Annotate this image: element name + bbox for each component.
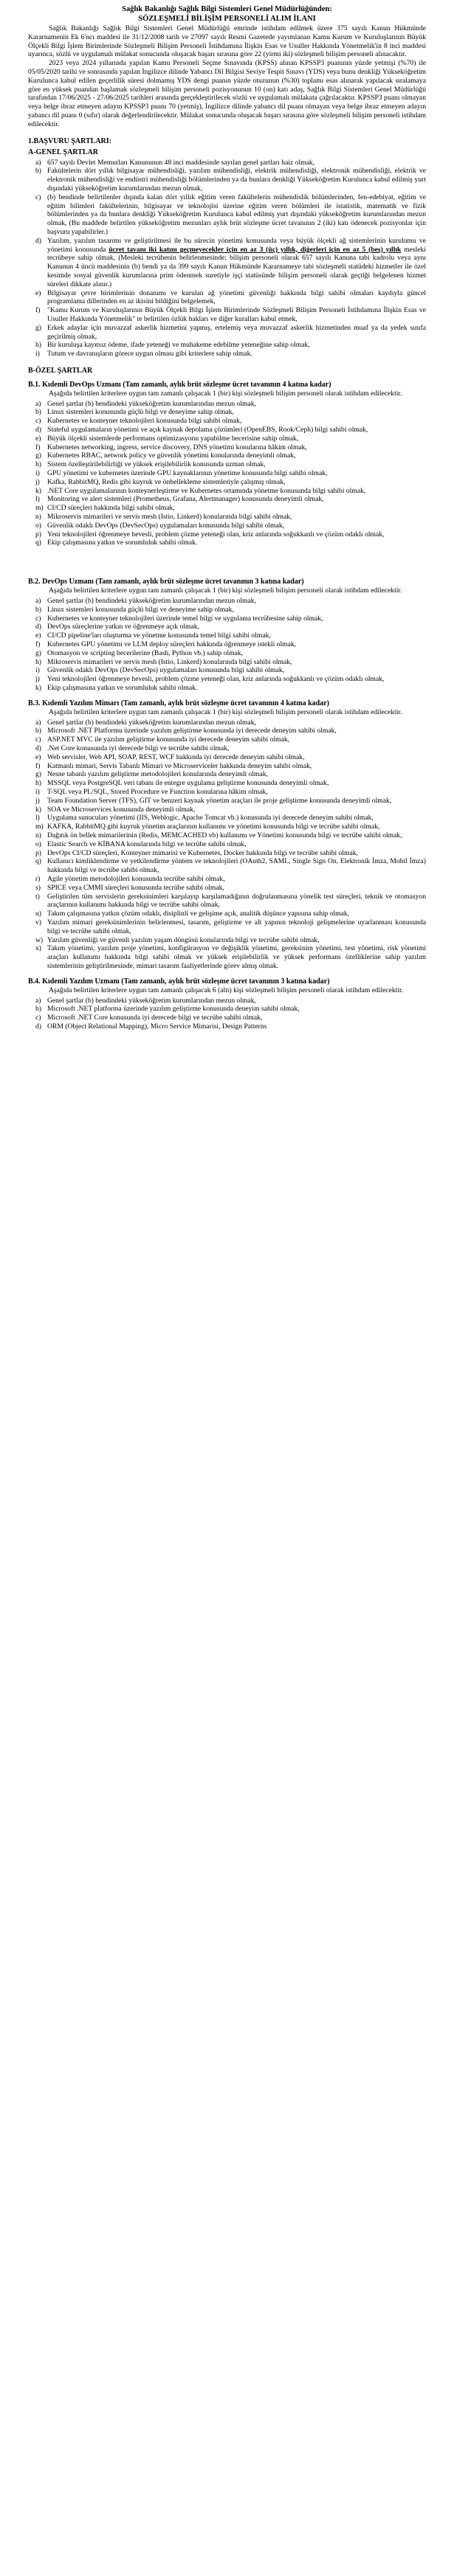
list-item: o) Güvenlik odaklı DevOps (DevSecOps) uygulamaları konusunda bilgi sahibi olmak, xyxy=(35,521,285,530)
list-item: s) SPICE veya CMMI süreçleri konusunda tecrübe sahibi olmak, xyxy=(35,883,224,892)
position-b3 xyxy=(28,699,426,971)
list-item: c) Microsoft .NET Core konusunda iyi derecede bilgi ve tecrübe sahibi olmak, xyxy=(35,1014,263,1022)
list-item: m) CI/CD süreçleri hakkında bilgi sahibi olmak, xyxy=(35,504,175,513)
document-sheet xyxy=(0,0,454,1031)
position-intro: Aşağıda belirtilen kriterlere uygun tam zamanlı çalışacak 1 (bir) kişi sözleşmeli bilişim personeli olarak istihdam edilecektir. xyxy=(49,389,402,398)
position-criteria-list xyxy=(28,719,426,971)
list-item: p) DevOps CI/CD süreçleri, Konteyner mimarisi ve Kubernetes, Docker hakkında bilgi ve tecrübe sahibi olmak, xyxy=(35,848,358,857)
list-item: n) Dağıtık ön bellek mimarilerinin (Redis, MEMCACHED vb) kullanımı ve Yönetimi konusunda bilgi ve tecrübe sahibi olmak, xyxy=(35,831,402,839)
list-item: m) KAFKA, RabbitMQ gibi kuyruk yönetim araçlarının kullanımı ve yönetimi konusunda bilgi ve tecrübe sahibi olmak, xyxy=(35,823,380,831)
list-item: i) Tutum ve davranışların görece uygun olması gibi kriterlere sahip olmak. xyxy=(35,350,252,359)
list-item: e) Büyük ölçekli sistemlerde performans optimizasyonu yapabilme becerisine sahip olmak, xyxy=(35,434,299,443)
list-item: k) Ekip çalışmasına yatkın ve sorumluluk sahibi olmak. xyxy=(35,684,198,692)
position-b2 xyxy=(28,577,426,693)
list-item: b) Fakültelerin dört yıllık bilgisayar mühendisliği, yazılım mühendisliği, elektrik mühendisliği, elektronik mühendisliği, elektrik ve elektronik mühendisliği ve endüstri mühendisliği bölümlerinden ya da bunlara denkliği Yükseköğretim Kurulunca kabul edilmiş yurt dışındaki yükseköğretim kurumlarından mezun olmak, xyxy=(35,167,426,193)
list-item: r) Agile yönetim metodolojileri konusunda tecrübe sahibi olmak, xyxy=(35,874,225,883)
list-item: t) Geliştirilen tüm servislerin gereksinimleri karşılayıp karşılamadığının doğrulanmasına yönelik test süreçleri, teknik ve otomasyon araçlarının kullanımı hakkında bilgi ve tecrübe sahibi olmak, xyxy=(35,892,426,910)
list-item: d) DevOps süreçlerine yatkın ve öğrenmeye açık olmak, xyxy=(35,623,199,631)
list-item: d) ORM (Object Relational Mapping), Micro Service Mimarisi, Design Patterns xyxy=(35,1022,267,1031)
list-item: j) Team Foundation Server (TFS), GIT ve benzeri kaynak yönetim araçları ile proje geliştirme konusunda deneyimli olmak, xyxy=(35,796,392,805)
list-item: j) Yeni teknolojileri öğrenmeye hevesli, problem çözme yeteneği olan, kriz anlarında soğukkanlı ve çözüm odaklı olmak, xyxy=(35,675,385,684)
document-header-line1: Sağlık Bakanlığı Sağlık Bilgi Sistemleri Genel Müdürlüğünden: xyxy=(122,5,332,13)
list-item: d) .Net Core konusunda iyi derecede bilgi ve tecrübe sahibi olmak, xyxy=(35,744,230,752)
list-item: a) Genel şartlar (b) bendindeki yükseköğretim kurumlarından mezun olmak, xyxy=(35,718,256,727)
intro-paragraph-2: 2023 veya 2024 yıllarında yapılan Kamu Personeli Seçme Sınavında (KPSS) alınan KPSSP3 puanının yüzde yetmişi (%70) ile 05/05/2020 tarihi ve sonrasında yapılan İngilizce dilinde Yabancı Dil Bilgisi Seviye Tespit Sınavı (YDS) veya bunu denkliği Yükseköğretim Kurulunca kabul edilen geçerlilik süresi dolmamış YDS dengi puanın yüzde otuzunun (%30) toplamı esas alınarak yapılacak sıralamaya göre en yüksek puandan başlamak sözleşmeli bilişim personeli pozisyonunun 10 (on) katı adaş, Sağlık Bilgi Sistemleri Genel Müdürlüğü tarafından 17/06/2025 - 27/06/2025 tarihleri arasında gerçekleştirilecek sözlü ve uygulamalı mülakata çağrılacaktır. KPSSP3 puanı olmayan veya belge ibraz etmeyen adayın KPSSP3 puanı 70 (yetmiş), İngilizce dilinde yabancı dil puanı olmayan veya belge ibraz etmeyen adayın yabancı dil puanı 0 (sıfır) olarak değerlendirilecektir. Mülakat sonucunda oluşacak başarı sırasına göre sözleşmeli bilişim personeli istihdam edilecektir. xyxy=(28,59,426,128)
list-item: f) "Kamu Kurum ve Kuruluşlarının Büyük Ölçekli Bilgi İşlem Birimlerinde Sözleşmeli Bilişim Personeli İstihdamına İlişkin Esas ve Usuller Hakkında Yönetmelik" te belirtilen özlük hakları ve diğer kuralları kabul etmek, xyxy=(35,306,426,323)
position-b1 xyxy=(28,380,426,547)
list-item: e) Web servisler, Web API, SOAP, REST, WCF hakkında iyi derecede deneyim sahibi olmak, xyxy=(35,752,305,761)
document-page xyxy=(0,0,454,1031)
list-item: a) 657 sayılı Devlet Memurları Kanununun 48 inci maddesinde sayılan genel şartları haiz olmak, xyxy=(35,158,315,167)
list-item: g) Erkek adaylar için muvazzaf askerlik hizmetini yapmış, ertelemiş veya muvazzaf askerlik hizmetinden muaf ya da yedek sınıfa geçirilmiş olmak, xyxy=(35,323,426,341)
list-item: c) ASP.NET MVC ile yazılım geliştirme konusunda iyi derecede deneyim sahibi olmak, xyxy=(35,735,290,744)
position-heading: B.2. DevOps Uzmanı (Tam zamanlı, aylık brüt sözleşme ücret tavanının 3 katına kadar) xyxy=(28,578,304,586)
list-item: h) MSSQL veya PostgreSQL veri tabanı ile entegre uygulama geliştirme konusunda deneyimli olmak, xyxy=(35,779,329,788)
list-item: c) (b) bendinde belirtilenler dışında kalan dört yıllık eğitim veren fakültelerin mühendislik bölümlerinden, fen-edebiyat, eğitim ve eğitim bilimleri fakültelerinin, bilgisayar ve teknolojisi üzerine eğitim veren bölümleri ile istatistik, matematik ve fizik bölümlerinden ya da bunlara denkliği Yükseköğretim Kurulunca kabul edilmiş yurt dışındaki yükseköğretim kurumlarından mezun olmak, (Bu maddede belirtilen yükseköğretim mezunları aylık brüt sözleşme ücret tavanının 2 (iki) katı ödenecek pozisyonlar için başvuru yapabilirler.) xyxy=(35,193,426,236)
position-intro: Aşağıda belirtilen kriterlere uygun tam zamanlı çalışacak 1 (bir) kişi sözleşmeli bilişim personeli olarak istihdam edilecektir. xyxy=(49,707,402,716)
list-item: f) Kubernetes GPU yönetimi ve LLM deploy süreçleri hakkında öğrenmeye istekli olmak, xyxy=(35,640,297,649)
list-item: h) Bir kuruluşa kayıtsız ödeme, ifade yeteneği ve muhakeme edebilme yeteneğine sahip olmak, xyxy=(35,341,310,350)
list-item: a) Genel şartlar (b) bendindeki yükseköğretim kurumlarından mezun olmak, xyxy=(35,597,256,606)
list-item: a) Genel şartlar (b) bendindeki yükseköğretim kurumlarından mezun olmak, xyxy=(35,399,256,408)
list-item: b) Microsoft .NET Platformu üzerinde yazılım geliştirme konusunda iyi derecede deneyim sahibi olmak, xyxy=(35,727,337,735)
position-criteria-list xyxy=(28,597,426,693)
list-item: u) Takım çalışmasına yatkın çözüm odaklı, disiplinli ve gelişime açık, analitik düşünce yapısına sahip olmak, xyxy=(35,910,350,918)
list-item: g) Kubernetes RBAC, network policy ve güvenlik yönetimi konularında deneyimli olmak, xyxy=(35,451,296,460)
list-item: a) Genel şartlar (b) bendindeki yükseköğretim kurumlarından mezun olmak, xyxy=(35,996,256,1005)
list-item: k) .NET Core uygulamalarının konteynerleştirme ve Kubernetes ortamında yönetme konusunda bilgi sahibi olmak, xyxy=(35,486,366,495)
list-item: b) Linux sistemleri konusunda güçlü bilgi ve deneyime sahip olmak, xyxy=(35,605,234,614)
list-item: e) CI/CD pipeline'ları oluşturma ve yönetme konusunda temel bilgi sahibi olmak, xyxy=(35,631,271,640)
list-item: g) Otomasyon ve scripting becerilerine (Bash, Python vb.) sahip olmak, xyxy=(35,648,244,657)
section-heading-ozel: B-ÖZEL ŞARTLAR xyxy=(28,366,93,375)
document-title: SÖZLEŞMELİ BİLİŞİM PERSONELİ ALIM İLANI xyxy=(138,15,316,23)
list-item: c) Kubernetes ve konteyner teknolojileri konusunda bilgi sahibi olmak, xyxy=(35,417,242,426)
position-heading: B.4. Kıdemli Yazılım Uzmanı (Tam zamanlı, aylık brüt sözleşme ücret tavanının 3 katına kadar) xyxy=(28,977,330,986)
position-criteria-list xyxy=(28,997,426,1031)
list-item: f) Kubernetes networking, ingress, service discovery, DNS yönetimi konularına hâkim olmak, xyxy=(35,443,307,451)
list-item: c) Kubernetes ve konteyner teknolojileri üzerinde temel bilgi ve uygulama tecrübesine sahip olmak, xyxy=(35,614,323,623)
list-item: j) Kafka, RabbitMQ, Redis gibi kuyruk ve önbellekleme sistemleriyle çalışmış olmak, xyxy=(35,477,286,486)
subsection-heading-genel: A-GENEL ŞARTLAR xyxy=(28,148,98,156)
list-item: b) Microsoft .NET platforma üzerinde yazılım geliştirme konusunda deneyim sahibi olmak, xyxy=(35,1005,300,1014)
intro-paragraph-1: Sağlık Bakanlığı Sağlık Bilgi Sistemleri Genel Müdürlüğü emrinde istihdam edilmek üzere 375 sayılı Kanun Hükmünde Kararnamenin Ek 6'ncı maddesi ile 31/12/2008 tarih ve 27097 sayılı Resmi Gazetede yayımlanan Kamu Kurum ve Kuruluşlarının Büyük Ölçekli Bilgi İşlem Birimlerinde Sözleşmeli Bilişim Personeli İstihdamına İlişkin Esas ve Usuller Hakkında Yönetmelik'in 8 inci maddesi uyarınca, sözlü ve uygulamalı mülakat sonucunda oluşacak başarı sırasına göre 22 (yirmi iki) sözleşmeli bilişim personeli alınacaktır. xyxy=(28,24,426,59)
list-item: h) Sistem özelleştirilebilirliği ve yüksek erişilebilirlik konusunda uzman olmak, xyxy=(35,460,266,469)
section-heading-basvuru: 1.BAŞVURU ŞARTLARI: xyxy=(28,136,111,145)
list-item: l) Uygulama sunucuları yönetimi (IIS, Weblogic, Apache Tomcat vb.) konusunda iyi derecede deneyim sahibi olmak, xyxy=(35,814,374,823)
list-item: i) Güvenlik odaklı DevOps (DevSecOps) uygulamaları konusunda bilgi sahibi olmak, xyxy=(35,666,285,675)
position-heading: B.3. Kıdemli Yazılım Mimarı (Tam zamanlı, aylık brüt sözleşme ücret tavanının 4 katına kadar) xyxy=(28,699,329,707)
list-item: o) Elastic Search ve KİBANA konularında bilgi ve tecrübe sahibi olmak, xyxy=(35,839,247,848)
list-item: w) Yazılım güvenliği ve güvenli yazılım yaşam döngüsü konularında bilgi ve tecrübe sahibi olmak, xyxy=(35,935,320,944)
list-item: k) SOA ve Microservices konusunda deneyimli olmak, xyxy=(35,805,196,814)
list-item: d) Yazılım, yazılım tasarımı ve geliştirilmesi ile bu sürecin yönetimi konusunda veya büyük ölçekli ağ sistemlerinin kurulumu ve yönetimi konusunda ücret tavanı iki katını geçmeyecekler için en az 3 (üç) yıllık, diğerleri için en az 5 (beş) yıllık mesleki tecrübeye sahip olmak, (Mesleki tecrübenin belirlenmesinde; bilişim personeli olarak 657 sayılı Kanuna tabi kadrolu veya aynı Kanunun 4 üncü maddesinin (b) bendi ya da 399 sayılı Kanun Hükmünde Kararnameye tabi sözleşmeli statüdeki hizmetler ile özel kesimde sosyal güvenlik kurumlarına prim ödenmek suretiyle işçi statüsünde bilişim personeli olarak geçtiği belgelenen hizmet süreleri dikkate alınır.) xyxy=(35,236,426,288)
list-item: b) Linux sistemleri konusunda güçlü bilgi ve deneyime sahip olmak, xyxy=(35,408,234,417)
genel-sartlar-list xyxy=(28,159,426,359)
position-intro: Aşağıda belirtilen kriterlere uygun tam zamanlı çalışacak 6 (altı) kişi sözleşmeli bilişim personeli olarak istihdam edilecektir. xyxy=(49,986,404,994)
list-item: l) Monitoring ve alert sistemleri (Prometheus, Grafana, Alertmanager) konusunda deneyimli olmak, xyxy=(35,495,324,504)
list-item: i) GPU yönetimi ve kubernetes üzerinde GPU kaynaklarının yönetime konusunda bilgi sahibi olmak, xyxy=(35,469,328,478)
list-item: q) Kullanıcı kimliklendirme ve yetkilendirme yöntem ve teknolojileri (OAuth2, SAML, Single Sign On, Elektronik İmza, Mobil İmza) hakkında bilgi ve tecrübe sahibi olmak, xyxy=(35,857,426,875)
position-b4 xyxy=(28,977,426,1031)
list-item: h) Mikroservis mimarileri ve servis mesh (Istio, Linkerd) konularında bilgi sahibi olmak, xyxy=(35,657,292,666)
position-criteria-list xyxy=(28,400,426,548)
list-item: x) Takım yönetimi, yazılım proje yönetimi, konfigürasyon ve değişiklik yönetimi, gereksinim yönetimi, test yönetimi, risk yönetimi araçları kullanımı hakkında bilgi sahibi olmak ve yüksek erişilebilirlik ve yüksek performans özelliklerine sahip yazılım sistemlerinin geliştirilmesinde, mimari tasarım faaliyetlerinde görev almış olmak. xyxy=(35,944,426,970)
list-item: d) Stateful uygulamaların yönetimi ve açık kaynak depolama çözümleri (OpenEBS, Rook/Ceph) bilgi sahibi olmak, xyxy=(35,426,368,434)
list-item: v) Yazılım mimari gereksinimlerinin belirlenmesi, tasarım, geliştirme ve alt yapının teknoloji gelişmelerine uyarlanması konusunda bilgi ve tecrübe sahibi olmak, xyxy=(35,918,426,935)
list-item: e) Bilgisayar çevre birimlerinin donanımı ve kurulan ağ yönetimi güvenliği hakkında bilgi sahibi olmaları kaydıyla güncel programlama dillerinden en az ikisini bildiğini belgelemek, xyxy=(35,288,426,306)
position-heading: B.1. Kıdemli DevOps Uzmanı (Tam zamanlı, aylık brüt sözleşme ücret tavanının 4 katına kadar) xyxy=(28,380,331,389)
list-item: n) Mikroservis mimarileri ve servis mesh (Istio, Linkerd) konularında bilgi sahibi olmak, xyxy=(35,513,292,522)
list-item: q) Ekip çalışmasına yatkın ve sorumluluk sahibi olmak. xyxy=(35,539,198,547)
list-item: i) T-SQL veya PL/SQL, Stored Procedure ve Function konularına hâkim olmak, xyxy=(35,787,268,796)
list-item: g) Nesne tabanlı yazılım geliştirme metodolojileri konularında deneyimli olmak, xyxy=(35,770,268,779)
position-intro: Aşağıda belirtilen kriterlere uygun tam zamanlı çalışacak 1 (bir) kişi sözleşmeli bilişim personeli olarak istihdam edilecektir. xyxy=(49,586,402,595)
list-item: p) Yeni teknolojileri öğrenmeye hevesli, problem çözme yeteneği olan, kriz anlarında soğukkanlı ve çözüm odaklı olmak, xyxy=(35,530,385,539)
list-item: f) Katmanlı mimari, Servis Tabanlı Mimari ve Microserviceler hakkında deneyim sahibi olmak, xyxy=(35,761,312,770)
